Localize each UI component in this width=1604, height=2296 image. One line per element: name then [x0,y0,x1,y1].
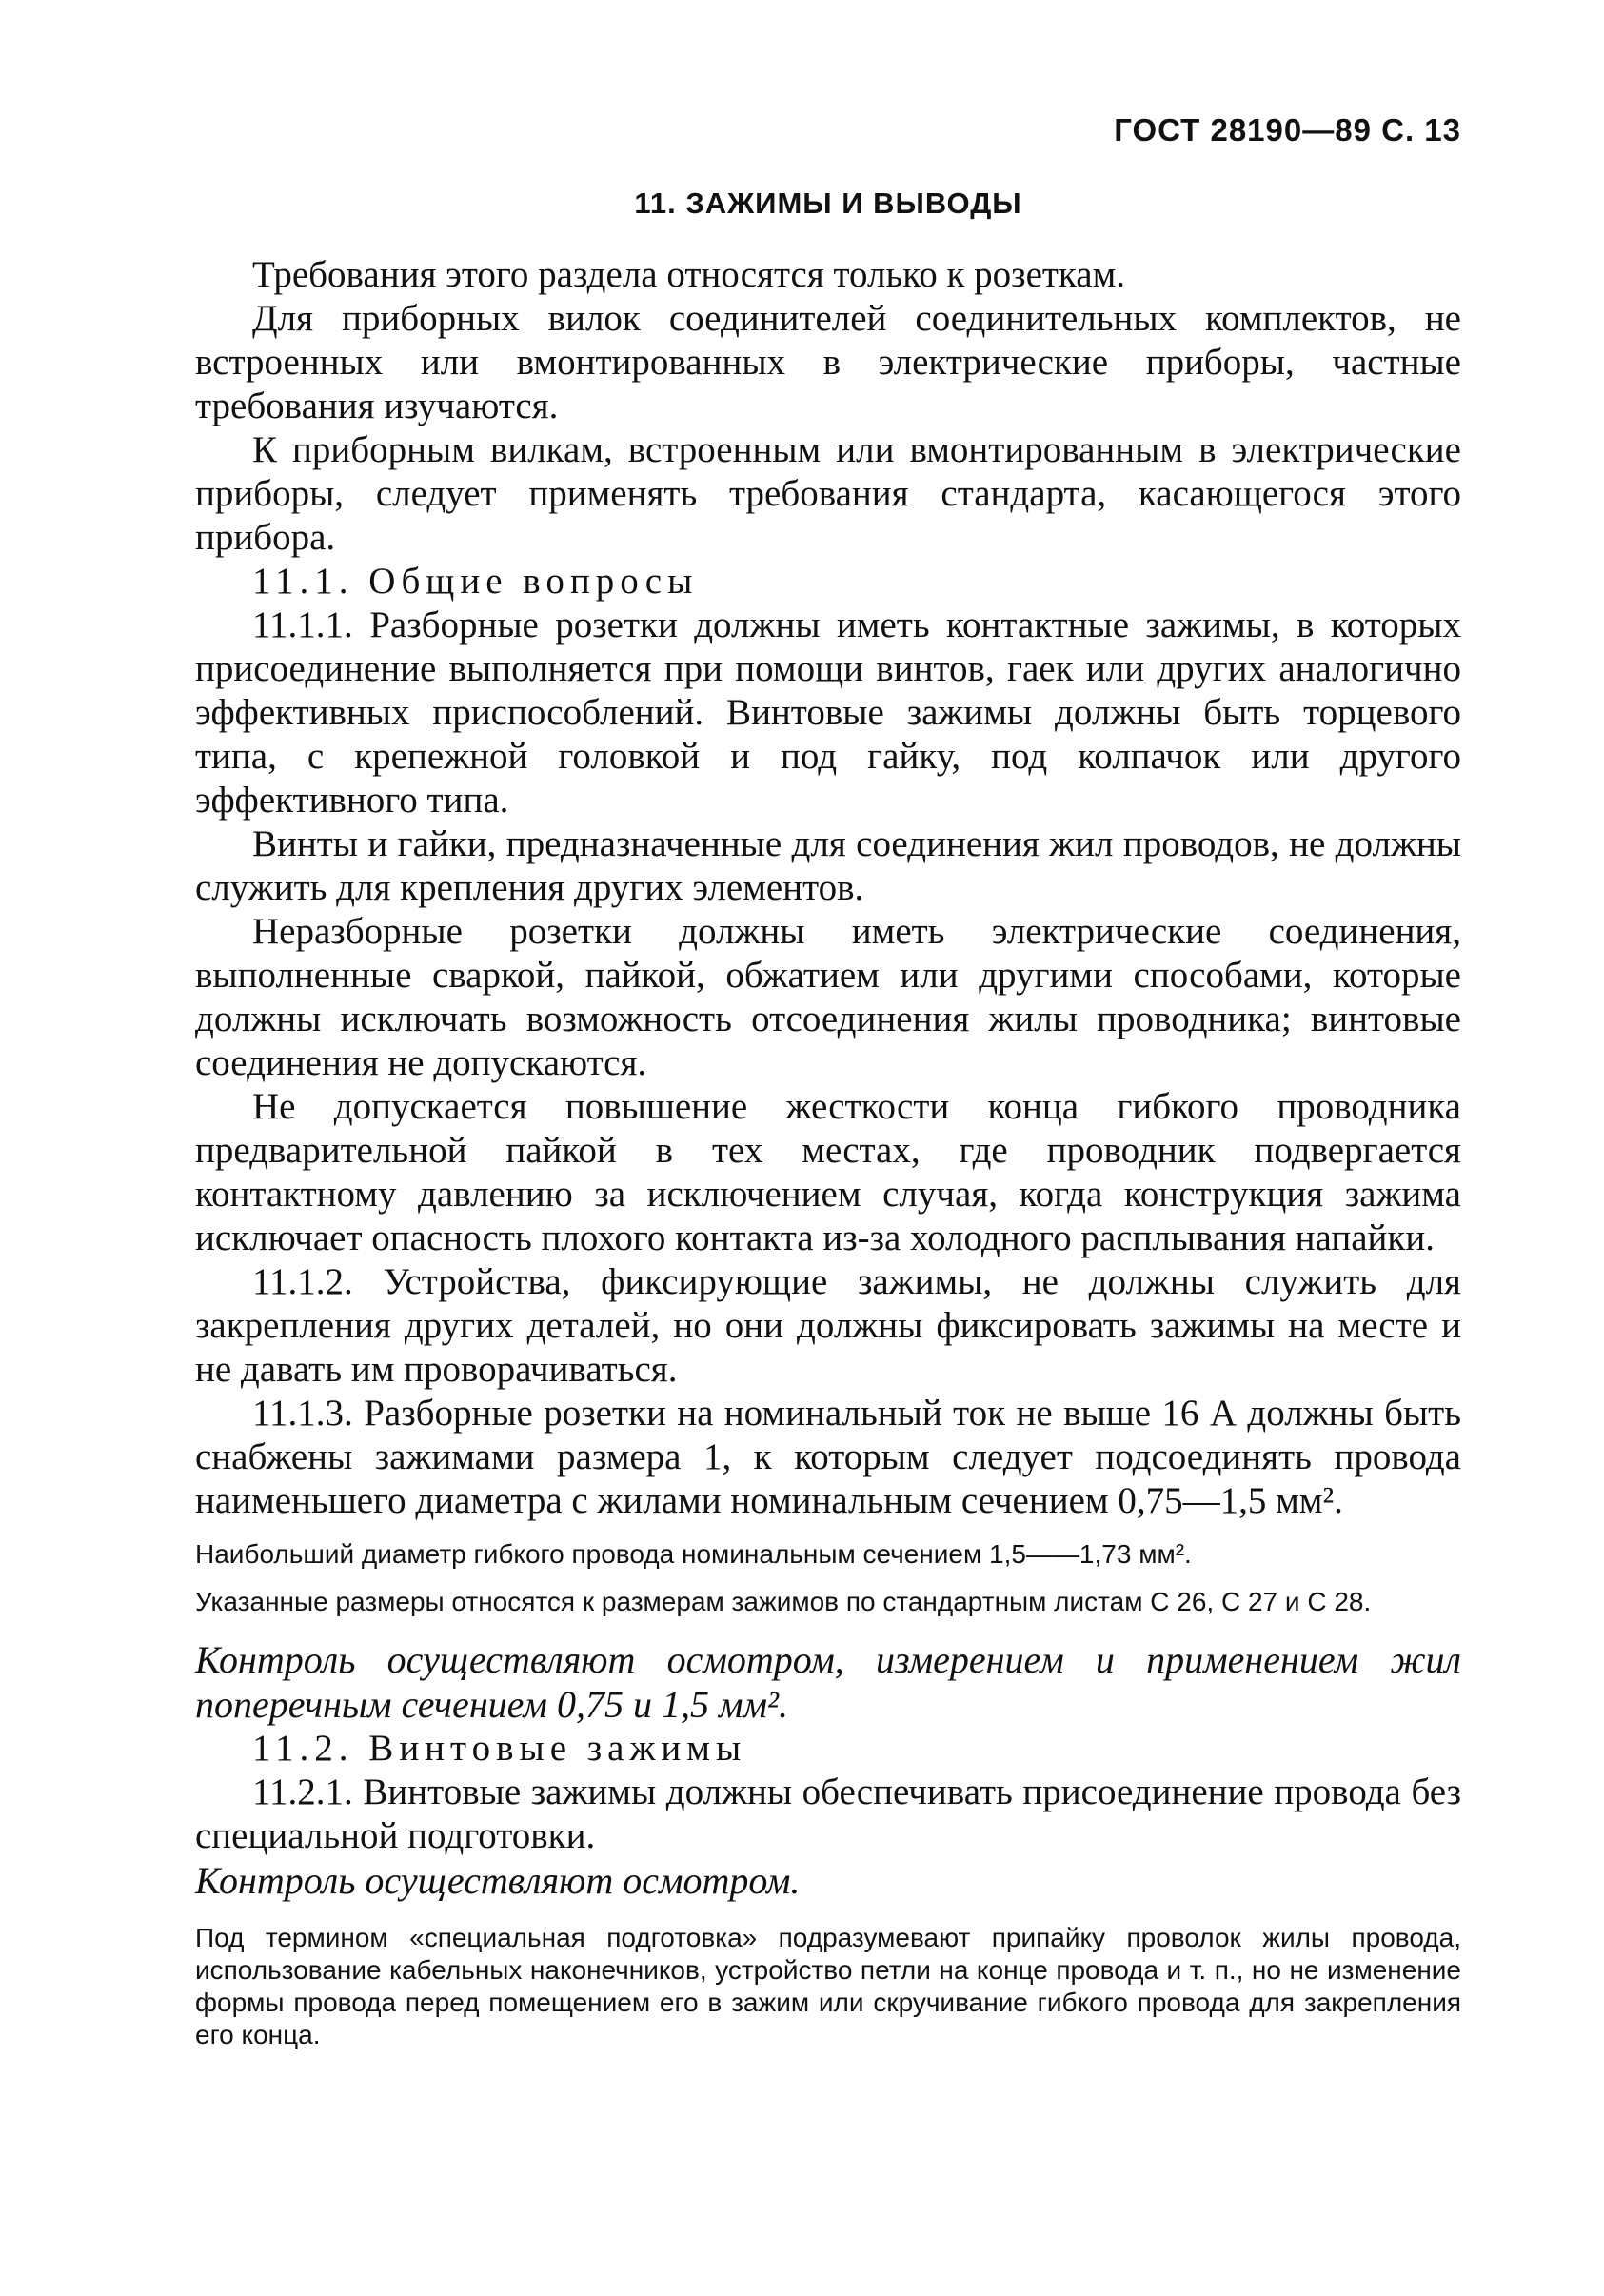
clause-11-1-1: 11.1.1. Разборные розетки должны иметь контактные зажимы, в которых присоединение выполняется при помощи винтов, гаек или других аналогично эффективных приспособлений. Винтовые зажимы должны быть торцевого типа, с крепежной головкой и под гайку, под колпачок или другого эффективного типа. [195,604,1461,821]
note-special-preparation: Под термином «специальная подготовка» подразумевают припайку проволок жилы провода, использование кабельных наконечников, устройство петли на конце провода и т. п., но не изменение формы провода перед помещением его в зажим или скручивание гибкого провода для закрепления его конца. [195,1923,1461,2049]
clause-11-1-2: 11.1.2. Устройства, фиксирующие зажимы, не должны служить для закрепления других деталей, но они должны фиксировать зажимы на месте и не давать им проворачиваться. [195,1261,1461,1390]
paragraph-non-rewirable: Неразборные розетки должны иметь электрические соединения, выполненные сваркой, пайкой, обжатием или другими способами, которые должны исключать возможность отсоединения жилы проводника; винтовые соединения не допускаются. [195,911,1461,1083]
section-title: 11. ЗАЖИМЫ И ВЫВОДЫ [634,187,1022,220]
document-page [195,95,1461,2051]
note-max-diameter: Наибольший диаметр гибкого провода номинальным сечением 1,5——1,73 мм². [195,1539,1192,1569]
paragraph-appliance-inlets: Для приборных вилок соединителей соединительных комплектов, не встроенных или вмонтированных в электрические приборы, частные требования изучаются. [195,298,1461,426]
subsection-heading-text: 11.1. Общие вопросы [252,561,699,602]
clause-11-2-1: 11.2.1. Винтовые зажимы должны обеспечивать присоединение провода без специальной подготовки. [195,1771,1461,1856]
page-header: ГОСТ 28190—89 С. 13 [1114,112,1461,148]
paragraph-screws-nuts: Винты и гайки, предназначенные для соединения жил проводов, не должны служить для крепления других элементов. [195,823,1461,908]
subsection-heading-text: 11.2. Винтовые зажимы [252,1728,747,1769]
paragraph-built-in-inlets: К приборным вилкам, встроенным или вмонтированным в электрические приборы, следует применять требования стандарта, касающегося этого прибора. [195,429,1461,558]
paragraph-scope: Требования этого раздела относятся только к розеткам. [252,254,1126,295]
control-statement-1: Контроль осуществляют осмотром, измерением и применением жил поперечным сечением 0,75 и 1,5 мм². [195,1638,1461,1726]
note-standard-sheets: Указанные размеры относятся к размерам зажимов по стандартным листам С 26, С 27 и С 28. [195,1587,1372,1616]
clause-11-1-3: 11.1.3. Разборные розетки на номинальный ток не выше 16 А должны быть снабжены зажимами размера 1, к которым следует подсоединять провода наименьшего диаметра с жилами номинальным сечением 0,75—1,5 мм². [195,1393,1461,1521]
control-statement-2: Контроль осуществляют осмотром. [195,1859,801,1902]
subsection-heading-11-1 [195,560,1461,604]
subsection-heading-11-2 [195,1727,1461,1771]
paragraph-soldering: Не допускается повышение жесткости конца гибкого проводника предварительной пайкой в тех местах, где проводник подвергается контактному давлению за исключением случая, когда конструкция зажима исключает опасность плохого контакта из-за холодного расплывания напайки. [195,1086,1461,1258]
